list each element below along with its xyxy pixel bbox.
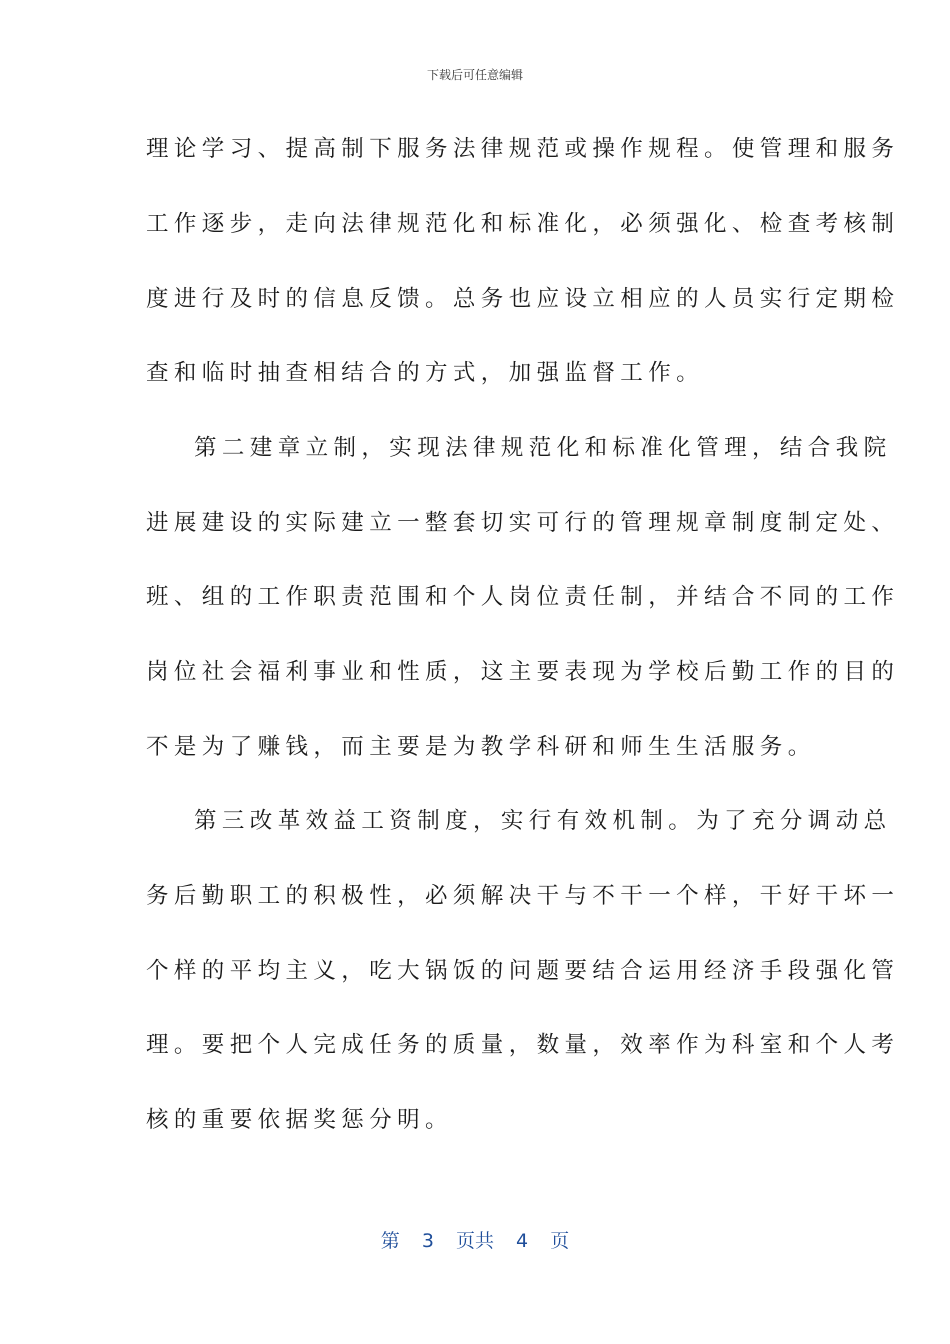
- page-footer: [0, 1226, 950, 1253]
- paragraph-start-line: 第二建章立制，实现法律规范化和标准化管理，结合我院: [194, 435, 892, 461]
- body-line: 工作逐步，走向法律规范化和标准化，必须强化、检查考核制: [146, 211, 900, 237]
- body-line: 度进行及时的信息反馈。总务也应设立相应的人员实行定期检: [146, 286, 900, 312]
- body-line: 理。要把个人完成任务的质量，数量，效率作为科室和个人考: [146, 1032, 900, 1058]
- page-number: 3: [421, 1230, 434, 1252]
- paragraph-start-line: 第三改革效益工资制度，实行有效机制。为了充分调动总: [194, 808, 892, 834]
- body-line: 查和临时抽查相结合的方式，加强监督工作。: [146, 360, 705, 386]
- body-line: 理论学习、提高制下服务法律规范或操作规程。使管理和服务: [146, 136, 900, 162]
- total-label: 页共: [455, 1230, 494, 1252]
- body-line: 务后勤职工的积极性，必须解决干与不干一个样，干好干坏一: [146, 883, 900, 909]
- body-line: 班、组的工作职责范围和个人岗位责任制，并结合不同的工作: [146, 584, 900, 610]
- body-line: 岗位社会福利事业和性质，这主要表现为学校后勤工作的目的: [146, 659, 900, 685]
- body-line: 进展建设的实际建立一整套切实可行的管理规章制度制定处、: [146, 510, 900, 536]
- total-pages: 4: [516, 1230, 529, 1252]
- page-label: 第: [380, 1230, 400, 1252]
- body-line: 不是为了赚钱，而主要是为教学科研和师生生活服务。: [146, 734, 816, 760]
- body-line: 个样的平均主义，吃大锅饭的问题要结合运用经济手段强化管: [146, 958, 900, 984]
- page-header: 下载后可任意编辑: [426, 68, 523, 82]
- page-suffix: 页: [550, 1230, 570, 1252]
- body-line: 核的重要依据奖惩分明。: [146, 1107, 453, 1133]
